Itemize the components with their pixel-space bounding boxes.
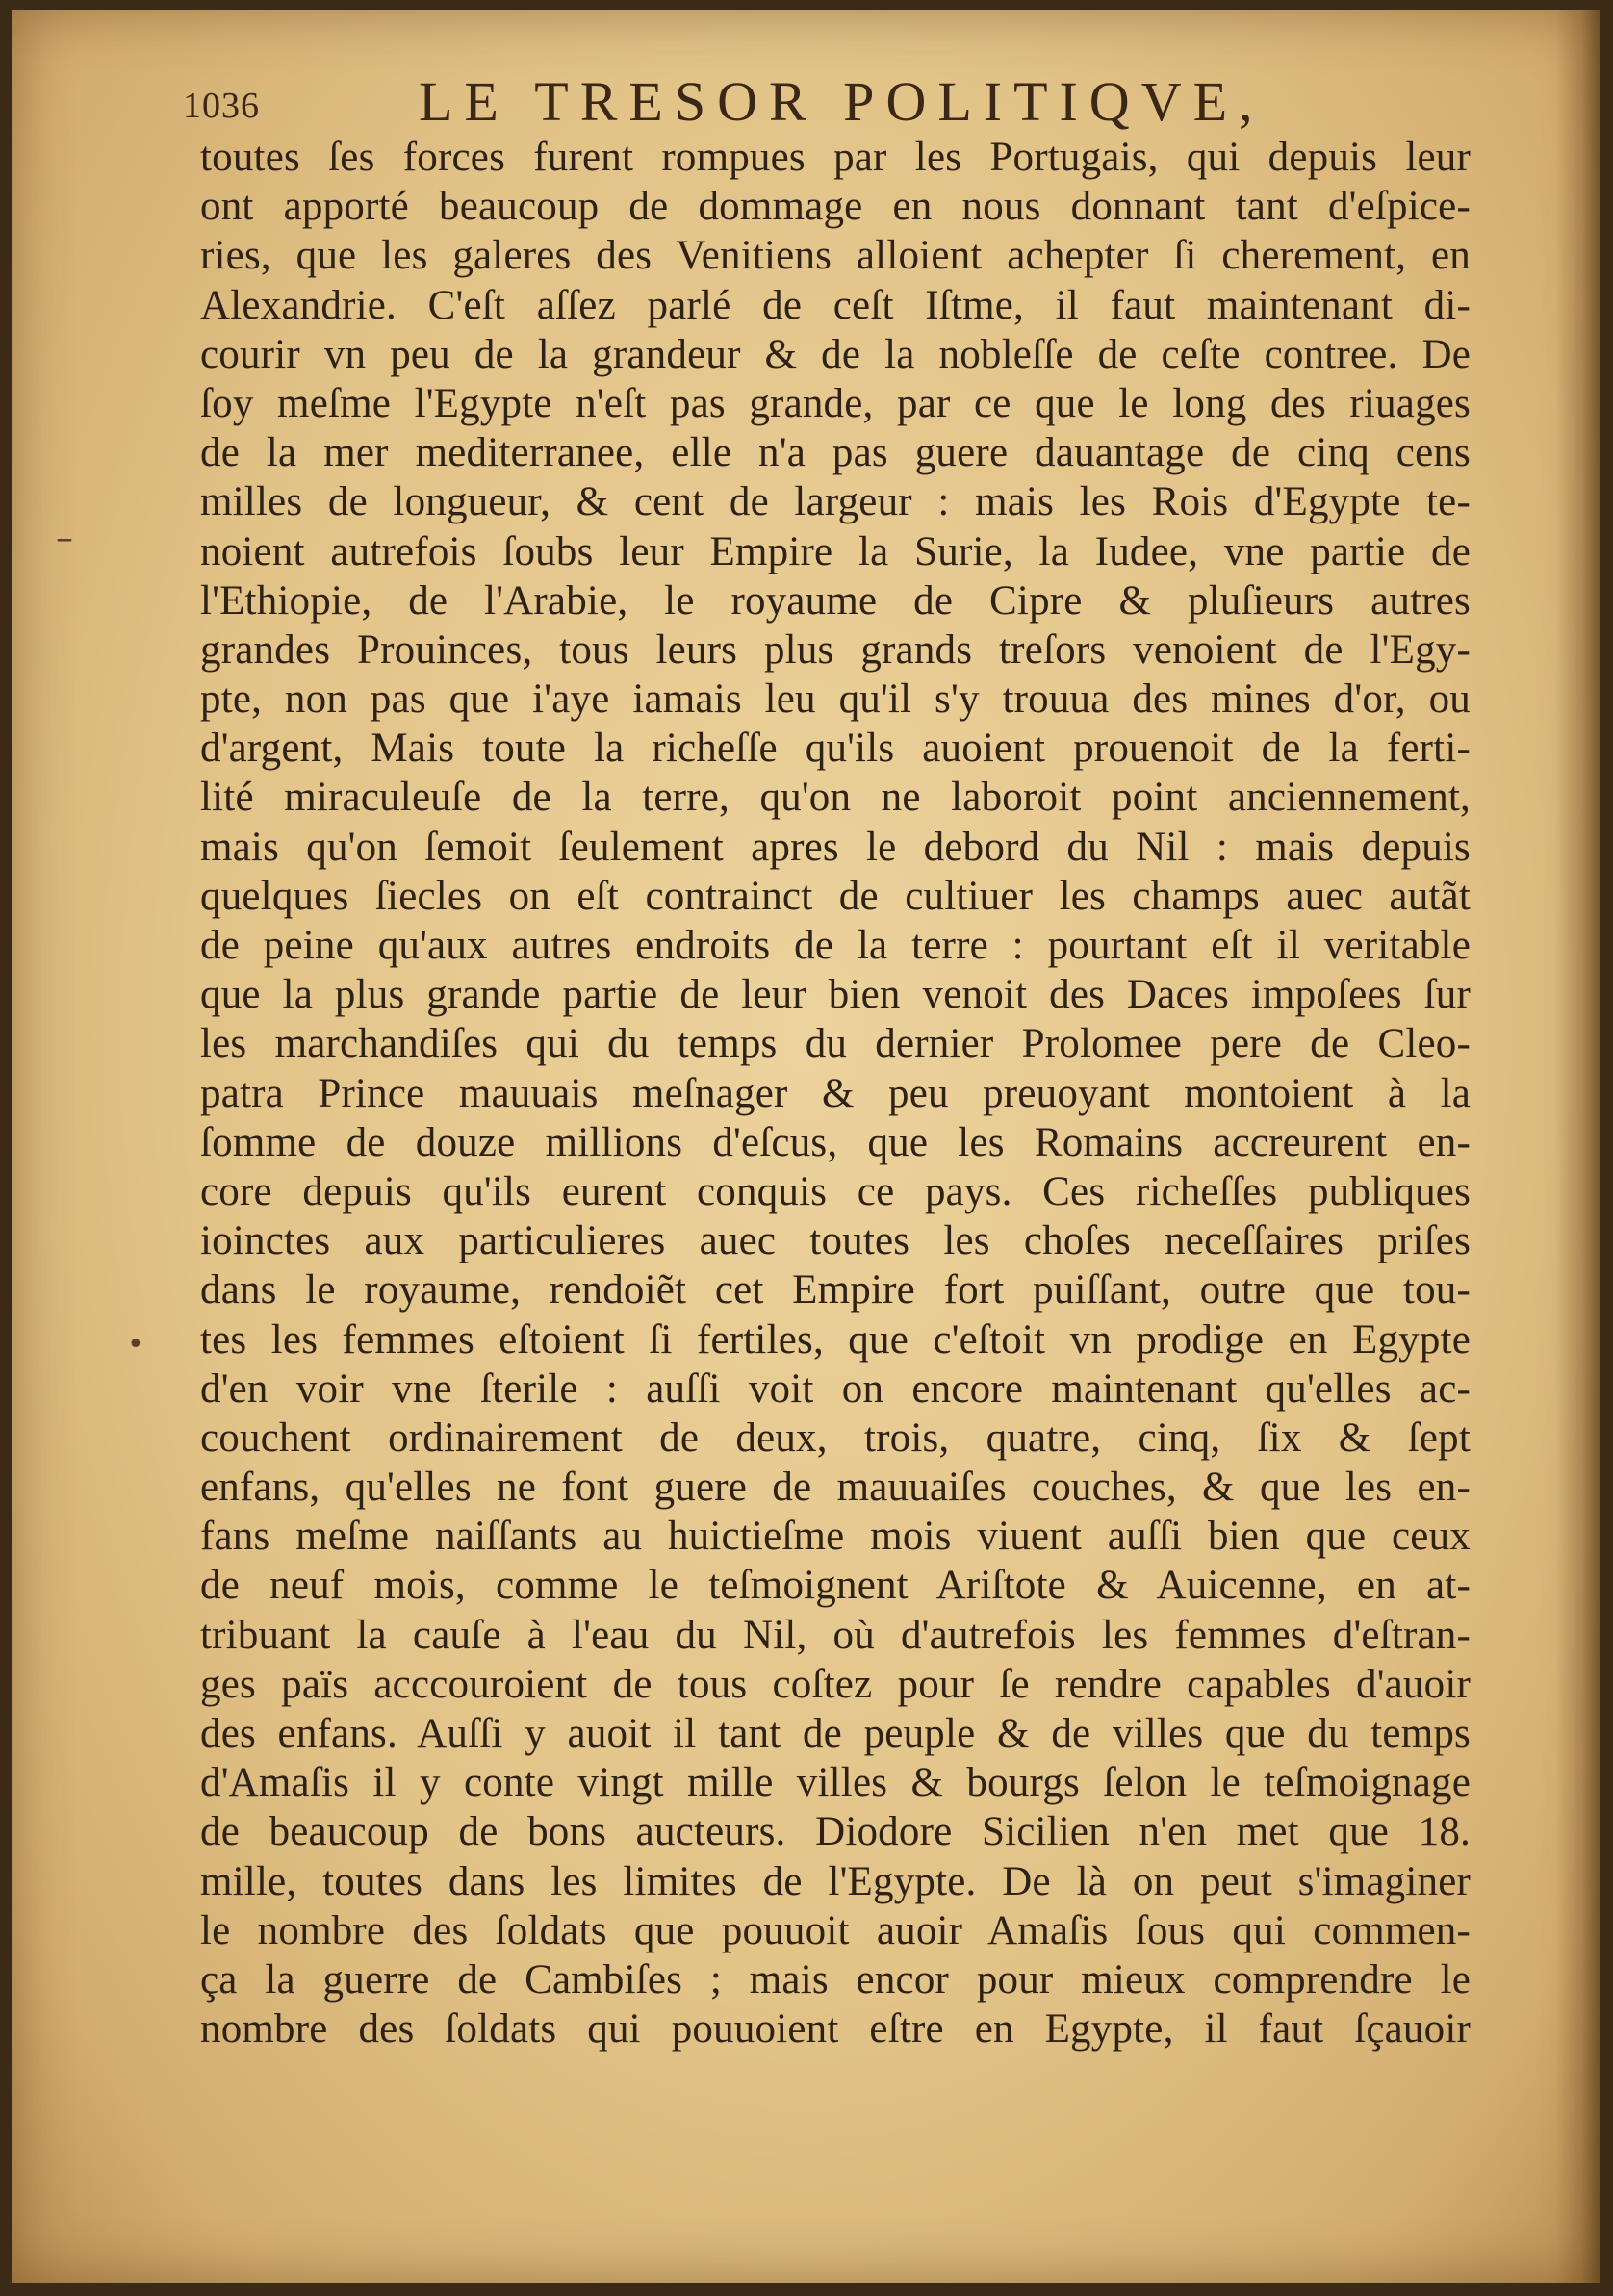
book-page bbox=[12, 10, 1600, 2283]
text-line: d'Amaſis il y conte vingt mille villes & bourgs ſelon le teſmoignage bbox=[200, 1760, 1471, 1806]
text-line: enfans, qu'elles ne font guere de mauuaiſes couches, & que les en- bbox=[200, 1465, 1471, 1511]
text-line: l'Ethiopie, de l'Arabie, le royaume de Cipre & pluſieurs autres bbox=[200, 577, 1471, 624]
text-line: fans meſme naiſſants au huictieſme mois viuent auſſi bien que ceux bbox=[200, 1514, 1471, 1560]
margin-dot-mark: • bbox=[127, 1328, 144, 1362]
text-line: pte, non pas que i'aye iamais leu qu'il s'y trouua des mines d'or, ou bbox=[200, 676, 1471, 723]
page-number: 1036 bbox=[183, 86, 260, 126]
text-line: tes les femmes eſtoient ſi fertiles, que c'eſtoit vn prodige en Egypte bbox=[200, 1316, 1471, 1363]
body-text bbox=[200, 133, 1471, 2054]
text-line: tribuant la cauſe à l'eau du Nil, où d'autrefois les femmes d'eſtran- bbox=[200, 1612, 1471, 1658]
text-line: que la plus grande partie de leur bien venoit des Daces impoſees ſur bbox=[200, 972, 1471, 1018]
text-line: de beaucoup de bons aucteurs. Diodore Sicilien n'en met que 18. bbox=[200, 1809, 1471, 1855]
text-line: mais qu'on ſemoit ſeulement apres le debord du Nil : mais depuis bbox=[200, 824, 1471, 870]
text-line: noient autrefois ſoubs leur Empire la Surie, la Iudee, vne partie de bbox=[200, 528, 1471, 574]
text-line: d'argent, Mais toute la richeſſe qu'ils auoient prouenoit de la ferti- bbox=[200, 726, 1471, 772]
text-line: de la mer mediterranee, elle n'a pas guere dauantage de cinq cens bbox=[200, 430, 1471, 476]
text-line: dans le royaume, rendoiẽt cet Empire fort puiſſant, outre que tou- bbox=[200, 1267, 1471, 1314]
text-line: d'en voir vne ſterile : auſſi voit on encore maintenant qu'elles ac- bbox=[200, 1365, 1471, 1412]
text-line: ſomme de douze millions d'eſcus, que les Romains accreurent en- bbox=[200, 1119, 1471, 1165]
text-line: Alexandrie. C'eſt aſſez parlé de ceſt Iſtme, il faut maintenant di- bbox=[200, 282, 1471, 328]
text-line: ſoy meſme l'Egypte n'eſt pas grande, par ce que le long des riuages bbox=[200, 380, 1471, 426]
text-line: ges païs acccouroient de tous coſtez pour ſe rendre capables d'auoir bbox=[200, 1661, 1471, 1707]
margin-dash-mark: – bbox=[56, 519, 73, 558]
page-gutter-shadow bbox=[1555, 10, 1600, 2283]
text-line: grandes Prouinces, tous leurs plus grands treſors venoient de l'Egy- bbox=[200, 626, 1471, 673]
text-line: de neuf mois, comme le teſmoignent Ariſtote & Auicenne, en at- bbox=[200, 1563, 1471, 1609]
text-line: ont apporté beaucoup de dommage en nous donnant tant d'eſpice- bbox=[200, 184, 1471, 230]
text-line: toutes ſes forces furent rompues par les Portugais, qui depuis leur bbox=[200, 135, 1471, 180]
text-line: le nombre des ſoldats que pouuoit auoir Amaſis ſous qui commen- bbox=[200, 1907, 1471, 1953]
text-line: de peine qu'aux autres endroits de la terre : pourtant eſt il veritable bbox=[200, 923, 1471, 968]
text-line: nombre des ſoldats qui pouuoient eſtre en Egypte, il faut ſçauoir bbox=[200, 2006, 1471, 2053]
text-line: core depuis qu'ils eurent conquis ce pays. Ces richeſſes publiques bbox=[200, 1168, 1471, 1214]
text-line: ioinctes aux particulieres auec toutes les choſes neceſſaires priſes bbox=[200, 1218, 1471, 1264]
text-line: des enfans. Auſſi y auoit il tant de peuple & de villes que du temps bbox=[200, 1711, 1471, 1756]
text-line: mille, toutes dans les limites de l'Egypte. De là on peut s'imaginer bbox=[200, 1858, 1471, 1904]
text-line: quelques ſiecles on eſt contrainct de cultiuer les champs auec autãt bbox=[200, 873, 1471, 919]
text-line: lité miraculeuſe de la terre, qu'on ne laboroit point anciennement, bbox=[200, 775, 1471, 821]
text-line: courir vn peu de la grandeur & de la nobleſſe de ceſte contree. De bbox=[200, 331, 1471, 377]
page-header bbox=[183, 65, 1463, 142]
text-line: patra Prince mauuais meſnager & peu preuoyant montoient à la bbox=[200, 1070, 1471, 1116]
text-line: les marchandiſes qui du temps du dernier Prolomee pere de Cleo- bbox=[200, 1021, 1471, 1067]
text-line: ça la guerre de Cambiſes ; mais encor pour mieux comprendre le bbox=[200, 1956, 1471, 2003]
text-line: ries, que les galeres des Venitiens alloient achepter ſi cherement, en bbox=[200, 233, 1471, 279]
text-line: couchent ordinairement de deux, trois, quatre, cinq, ſix & ſept bbox=[200, 1415, 1471, 1461]
running-title: LE TRESOR POLITIQVE, bbox=[419, 70, 1265, 133]
text-line: milles de longueur, & cent de largeur : mais les Rois d'Egypte te- bbox=[200, 479, 1471, 525]
